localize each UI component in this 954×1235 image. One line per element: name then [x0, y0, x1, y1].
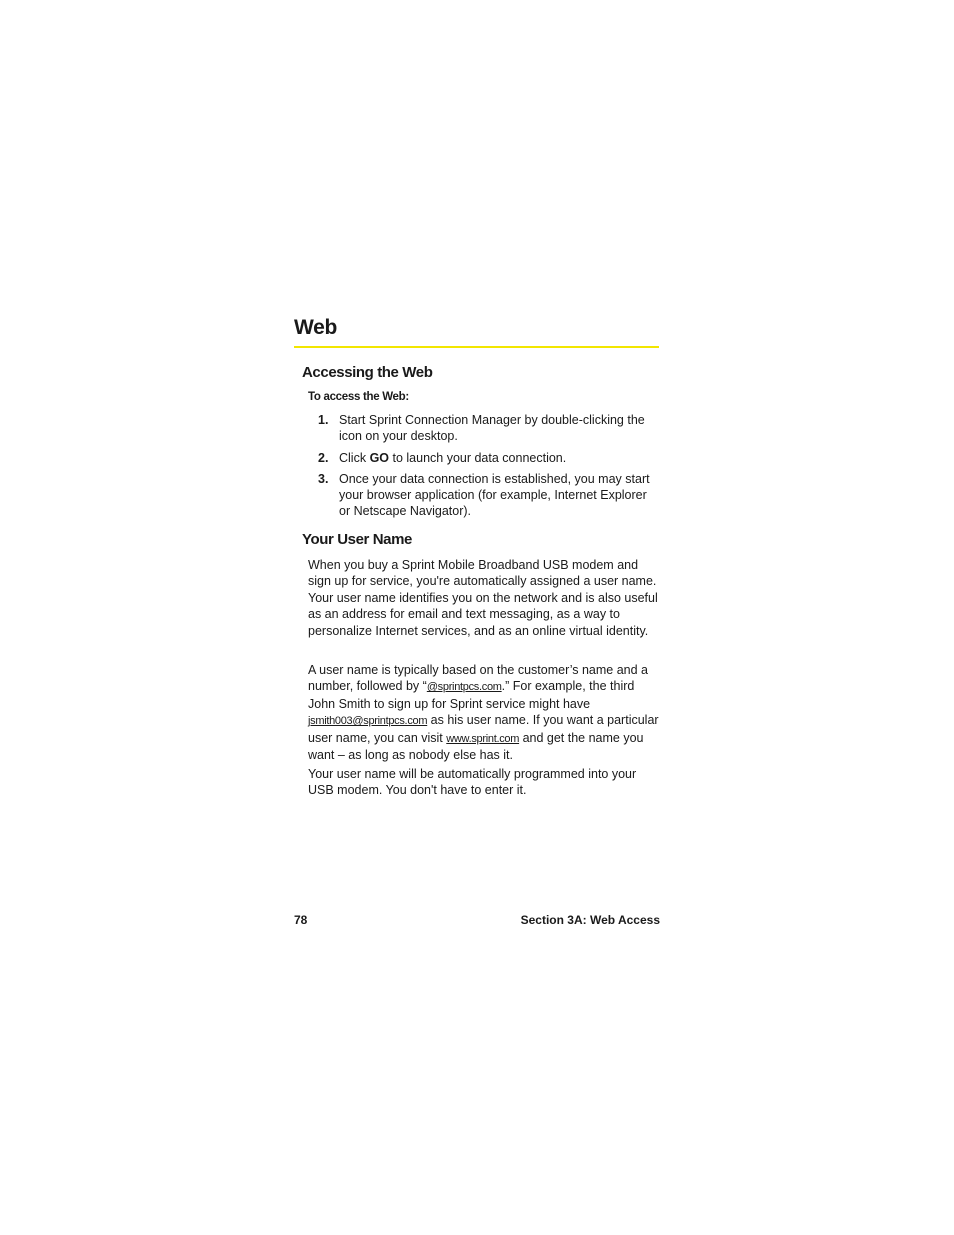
- go-key-label: GO: [369, 450, 390, 465]
- section-heading-user-name: Your User Name: [302, 531, 412, 548]
- footer-section-title: Section 3A: Web Access: [520, 913, 660, 927]
- procedure-intro: To access the Web:: [308, 391, 409, 403]
- step-text: Start Sprint Connection Manager: [339, 413, 522, 427]
- step-text: Click: [339, 450, 370, 465]
- paragraph-text: as his user name. If you want a particular user name, you can visit: [308, 713, 659, 745]
- step-number: 3.: [318, 471, 329, 486]
- step-text: Once your data connection is established, you may start your browser application (for example, Internet Explorer or Netscape Navigator).: [339, 471, 650, 519]
- page-number: 78: [294, 913, 308, 927]
- step-number: 1.: [318, 413, 329, 427]
- chapter-title-rule: [294, 346, 659, 348]
- paragraph-user-name-format: [308, 662, 660, 763]
- step-number: 2.: [318, 450, 329, 465]
- steps-list: [308, 412, 660, 525]
- step-item: [308, 412, 660, 445]
- sprintpcs-domain-link[interactable]: @sprintpcs.com: [426, 681, 502, 694]
- paragraph-text: .” For example, the third John Smith to sign up for Sprint service might have: [308, 679, 635, 711]
- chapter-title: Web: [294, 316, 338, 339]
- section-heading-accessing-web: Accessing the Web: [302, 364, 433, 381]
- example-email-link[interactable]: jsmith003@sprintpcs.com: [308, 715, 428, 728]
- step-item: [308, 471, 660, 520]
- step-text: by double-clicking the icon on your desktop.: [339, 413, 645, 444]
- paragraph-user-name-intro: When you buy a Sprint Mobile Broadband USB modem and sign up for service, you're automatically assigned a user name. Your user name identifies you on the network and is also useful as an address for email and text messaging, as a way to personalize Internet services, and as an online virtual identity.: [308, 558, 658, 638]
- sprint-website-link[interactable]: www.sprint.com: [446, 732, 520, 745]
- paragraph-text: and get the name you want – as long as nobody else has it.: [308, 730, 644, 763]
- paragraph-text: A user name is typically based on the customer’s name and a number, followed by “: [308, 663, 649, 694]
- paragraph-user-name-programmed: Your user name will be automatically programmed into your USB modem. You don't have to enter it.: [308, 767, 637, 798]
- step-item: [308, 450, 660, 466]
- step-text: to launch your data connection.: [389, 450, 567, 465]
